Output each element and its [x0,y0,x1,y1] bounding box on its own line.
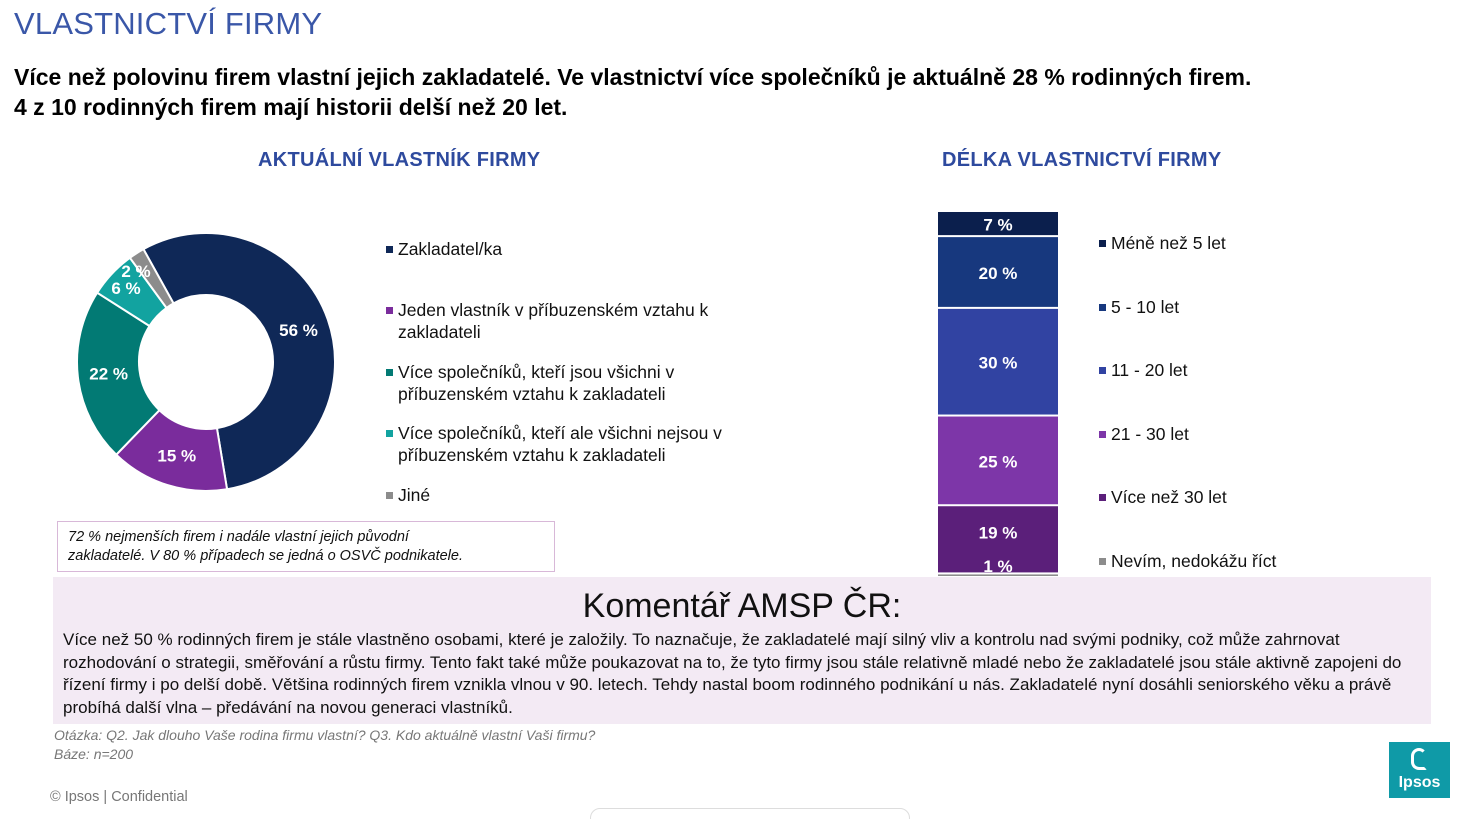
legend-item [386,299,766,343]
legend-label: Více společníků, kteří ale všichni nejsou v příbuzenském vztahu k zakladateli [398,423,722,465]
ipsos-logo [1389,742,1450,798]
headline-line-1: Více než polovinu firem vlastní jejich zakladatelé. Ve vlastnictví více společníků je aktuálně 28 % rodinných firem. [14,64,1252,90]
legend-item [1099,423,1399,445]
legend-swatch [386,430,393,437]
donut-data-label: 56 % [279,320,318,340]
legend-label: Zakladatel/ka [398,239,503,259]
legend-swatch [386,307,393,314]
legend-label: Více než 30 let [1111,487,1227,508]
legend-swatch [1099,304,1106,311]
legend-swatch [1099,494,1106,501]
donut-chart-title: AKTUÁLNÍ VLASTNÍK FIRMY [258,149,541,171]
bar-data-label: 25 % [978,452,1018,472]
legend-swatch [386,492,393,499]
legend-swatch [1099,431,1106,438]
donut-data-label: 22 % [89,364,129,384]
comment-title: Komentář AMSP ČR: [582,587,902,625]
donut-data-label: 2 % [121,262,151,281]
legend-swatch [386,369,393,376]
legend-swatch [386,246,393,253]
legend-swatch [1099,558,1106,565]
bar-data-label: 1 % [983,557,1013,577]
bar-chart-title: DÉLKA VLASTNICTVÍ FIRMY [942,149,1222,171]
legend-label: Jiné [398,485,431,505]
legend-item [386,238,766,260]
legend-item [386,484,766,506]
legend-item [1099,550,1399,572]
legend-item [386,361,766,405]
page-title: VLASTNICTVÍ FIRMY [14,6,323,41]
headline-line-2: 4 z 10 rodinných firem mají historii delší než 20 let. [14,94,568,120]
note-box [57,521,555,572]
donut-data-label: 15 % [157,446,197,466]
ipsos-mark-icon [1411,748,1427,770]
base-text: Báze: n=200 [54,746,134,762]
legend-swatch [1099,367,1106,374]
legend-label: 11 - 20 let [1111,360,1188,381]
legend-label: 21 - 30 let [1111,423,1189,444]
legend-item [1099,359,1399,381]
comment-text: Více než 50 % rodinných firem je stále vlastněno osobami, které je založily. To naznačuje, že zakladatelé mají silný vliv a kontrolu nad svými podniky, což může zahrnovat rozhodování o strategii, směřování a růstu firmy. Tento fakt také může poukazovat na to, že tyto firmy jsou stále relativně mladé nebo že zakladatelé jsou stále aktivně zapojeni do řízení firmy i po delší době. Většina rodinných firem vznikla vlnou v 90. letech. Tehdy nastal boom rodinného podnikání u nás. Zakladatelé nyní dosáhli seniorského věku a právě probíhá další vlna – předávání na novou generaci vlastníků. [63,630,1402,717]
bottom-toolbar-hint [590,808,910,819]
bar-data-label: 7 % [983,215,1013,235]
bar-data-label: 20 % [978,264,1018,283]
legend-label: Více společníků, kteří jsou všichni v příbuzenském vztahu k zakladateli [398,362,675,404]
donut-chart [60,240,360,510]
legend-label: Nevím, nedokážu říct [1111,551,1277,571]
comment-box [53,577,1431,724]
question-text: Otázka: Q2. Jak dlouho Vaše rodina firmu vlastní? Q3. Kdo aktuálně vlastní Vaši firmu? [54,727,596,743]
source-note [54,726,595,764]
legend-item [1099,296,1399,318]
donut-data-label: 6 % [111,279,141,298]
legend-label: Méně než 5 let [1111,233,1226,253]
logo-text: Ipsos [1398,774,1441,791]
note-line-2: zakladatelé. V 80 % případech se jedná o OSVČ podnikatele. [68,548,463,564]
headline [14,62,1434,122]
bar-data-label: 30 % [978,353,1018,373]
legend-swatch [1099,240,1106,247]
legend-item [386,422,766,466]
copyright: © Ipsos | Confidential [50,789,188,805]
note-line-1: 72 % nejmenších firem i nadále vlastní jejich původní [68,529,409,545]
stacked-bar-chart [936,212,1060,578]
bar-data-label: 19 % [978,523,1018,543]
legend-item [1099,232,1399,254]
legend-label: Jeden vlastník v příbuzenském vztahu k zakladateli [398,300,709,342]
legend-item [1099,486,1399,508]
legend-label: 5 - 10 let [1111,296,1180,317]
